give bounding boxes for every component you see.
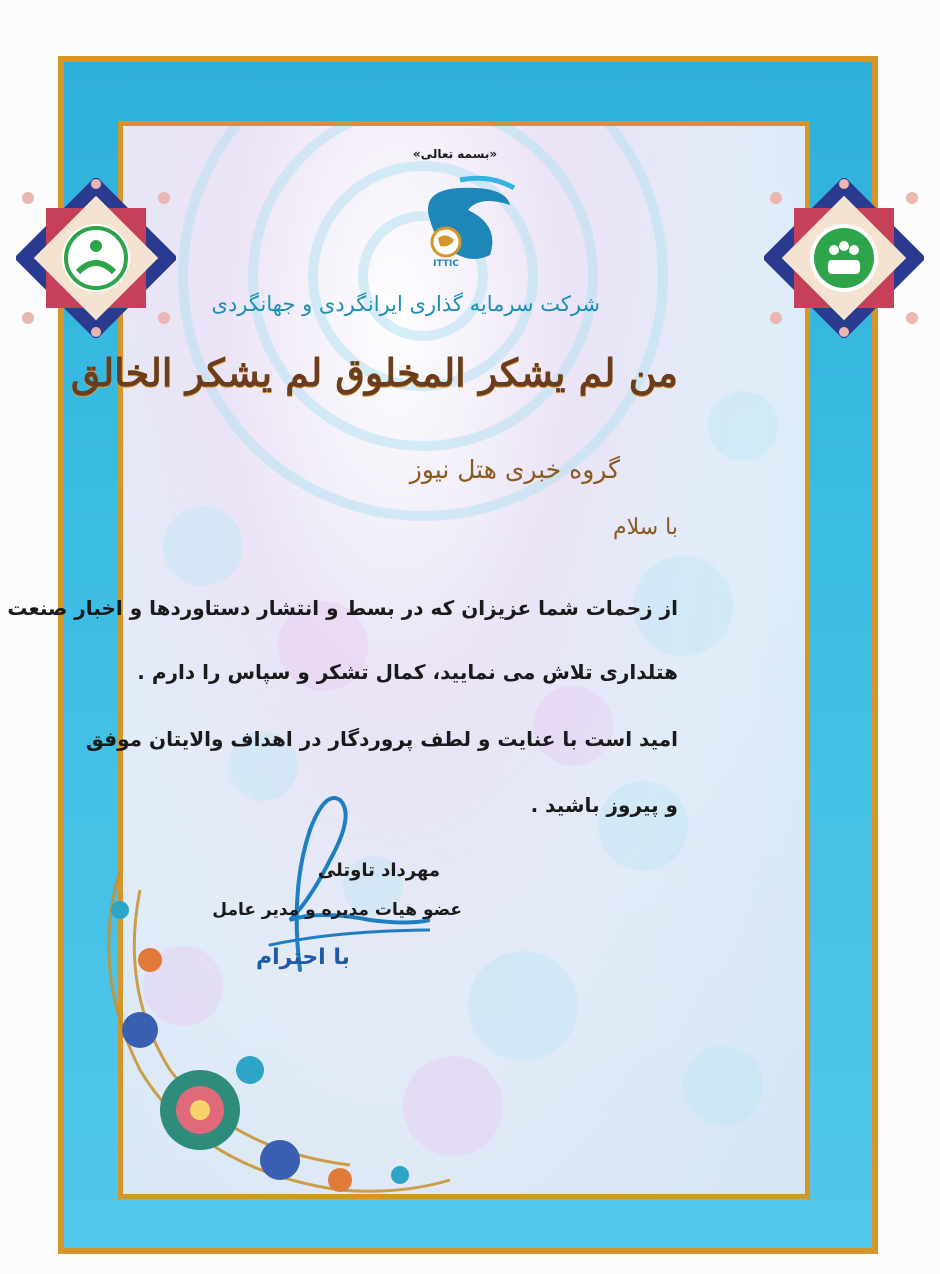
ittic-logo-icon bbox=[410, 170, 522, 270]
body-line: و پیروز باشید . bbox=[530, 793, 678, 817]
group-emblem-icon bbox=[764, 178, 924, 338]
signer-role: عضو هیات مدیره و مدیر عامل bbox=[212, 900, 462, 920]
logo-text: ITTIC bbox=[433, 259, 459, 269]
recipient-name: گروه خبری هتل نیوز bbox=[409, 455, 620, 484]
body-line: هتلداری تلاش می نمایید، کمال تشکر و سپاس را دارم . bbox=[137, 660, 678, 684]
basmala: «بسمه تعالی» bbox=[412, 147, 498, 161]
signer-name: مهرداد تاوتلی bbox=[317, 860, 440, 881]
floral-corner-ornament bbox=[80, 850, 460, 1210]
closing-regards: با احترام bbox=[256, 945, 350, 970]
certificate-motto: من لم یشکر المخلوق لم یشکر الخالق bbox=[70, 350, 678, 395]
body-line: امید است با عنایت و لطف پروردگار در اهداف والایتان موفق bbox=[86, 727, 678, 751]
greeting: با سلام bbox=[612, 515, 678, 540]
body-line: از زحمات شما عزیزان که در بسط و انتشار دستاوردها و اخبار صنعت bbox=[7, 596, 678, 620]
family-emblem-icon bbox=[16, 178, 176, 338]
company-name: شرکت سرمایه گذاری ایرانگردی و جهانگردی bbox=[211, 292, 600, 316]
